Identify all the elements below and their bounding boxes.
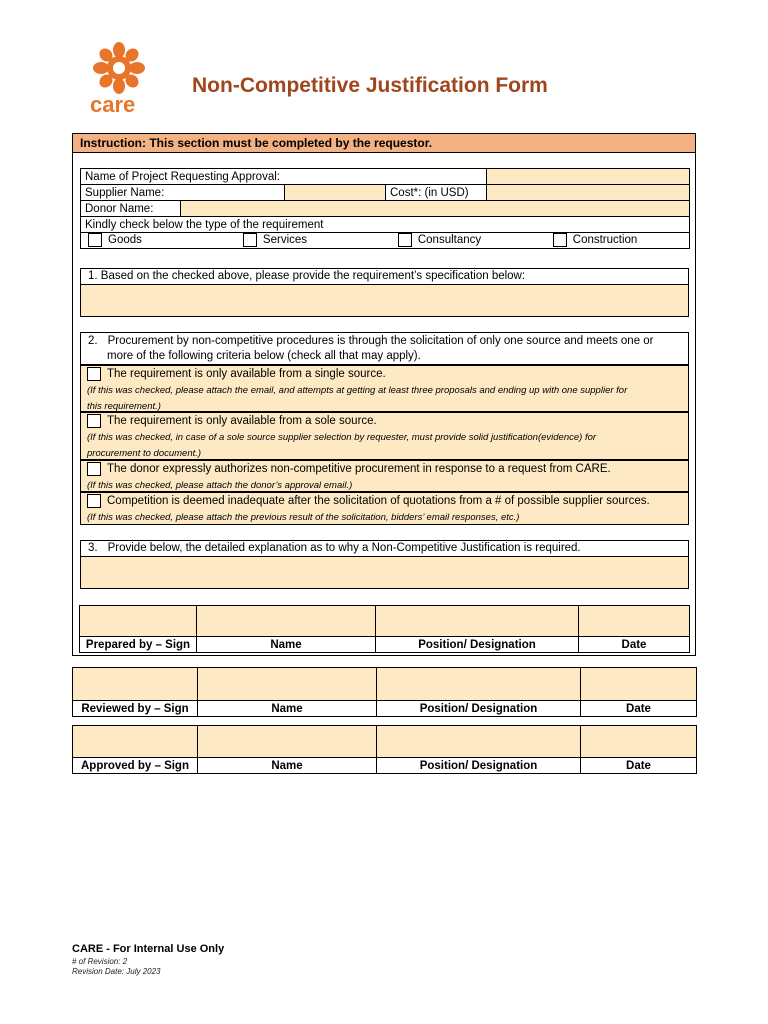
reviewed-position-field[interactable] xyxy=(377,668,581,701)
page-title: Non-Competitive Justification Form xyxy=(192,74,548,97)
approved-date-field[interactable] xyxy=(581,726,697,758)
section3-number: 3. xyxy=(88,542,98,554)
criteria-checkbox[interactable] xyxy=(87,494,101,508)
approved-sign-field[interactable] xyxy=(73,726,198,758)
reviewed-sign-field[interactable] xyxy=(73,668,198,701)
criteria-checkbox[interactable] xyxy=(87,367,101,381)
section3-explanation-field[interactable] xyxy=(80,556,689,589)
cost-label: Cost*: (in USD) xyxy=(386,185,487,201)
type-construction[interactable] xyxy=(546,233,689,247)
care-emblem-icon xyxy=(88,40,150,116)
donor-name-field[interactable] xyxy=(181,201,690,217)
prepared-position-field[interactable] xyxy=(376,606,579,637)
reviewed-by-table xyxy=(72,667,697,717)
approved-by-table xyxy=(72,725,697,774)
section2-number: 2. xyxy=(88,335,98,347)
section3-text: Provide below, the detailed explanation as to why a Non-Competitive Justification is required. xyxy=(107,542,581,554)
prepared-name-label: Name xyxy=(197,637,376,653)
construction-checkbox[interactable] xyxy=(553,233,567,247)
prepared-position-label: Position/ Designation xyxy=(376,637,579,653)
criteria-note: (If this was checked, please attach the previous result of the solicitation, bidders’ email responses, etc.) xyxy=(87,512,520,523)
criteria-text: The donor expressly authorizes non-competitive procurement in response to a request from CARE. xyxy=(107,463,611,475)
criteria-item xyxy=(80,412,689,460)
criteria-note: (If this was checked, please attach the donor’s approval email.) xyxy=(87,480,353,491)
goods-checkbox[interactable] xyxy=(88,233,102,247)
instruction-banner: Instruction: This section must be completed by the requestor. xyxy=(72,133,696,153)
prepared-date-label: Date xyxy=(579,637,690,653)
criteria-note: (If this was checked, please attach the email, and attempts at getting at least three proposals and ending up with one supplier for xyxy=(87,385,628,396)
criteria-checkbox[interactable] xyxy=(87,414,101,428)
approved-position-label: Position/ Designation xyxy=(377,758,581,774)
construction-label: Construction xyxy=(572,234,638,247)
approved-by-label: Approved by – Sign xyxy=(73,758,198,774)
logo-wordmark: care xyxy=(90,92,136,116)
cost-field[interactable] xyxy=(487,185,690,201)
footer-title: CARE - For Internal Use Only xyxy=(72,943,225,955)
consultancy-label: Consultancy xyxy=(417,234,482,247)
project-name-field[interactable] xyxy=(487,169,690,185)
type-goods[interactable] xyxy=(81,233,236,247)
prepared-by-label: Prepared by – Sign xyxy=(80,637,197,653)
prepared-date-field[interactable] xyxy=(579,606,690,637)
approved-name-field[interactable] xyxy=(198,726,377,758)
reviewed-name-label: Name xyxy=(198,701,377,717)
reviewed-date-label: Date xyxy=(581,701,697,717)
requirement-info-table xyxy=(80,168,690,249)
prepared-sign-field[interactable] xyxy=(80,606,197,637)
reviewed-date-field[interactable] xyxy=(581,668,697,701)
criteria-text: The requirement is only available from a single source. xyxy=(107,368,386,380)
criteria-item xyxy=(80,492,689,525)
criteria-item xyxy=(80,460,689,492)
section3-label xyxy=(80,540,689,557)
consultancy-checkbox[interactable] xyxy=(398,233,412,247)
type-consultancy[interactable] xyxy=(391,233,546,247)
requirement-type-row xyxy=(81,233,690,249)
approved-name-label: Name xyxy=(198,758,377,774)
footer-revision-date: Revision Date: July 2023 xyxy=(72,967,161,976)
criteria-text: The requirement is only available from a sole source. xyxy=(107,415,377,427)
criteria-note-cont: this requirement.) xyxy=(87,401,161,412)
section2-line2: more of the following criteria below (check all that may apply). xyxy=(107,350,421,362)
section2-header xyxy=(80,332,689,365)
criteria-checkbox[interactable] xyxy=(87,462,101,476)
approved-position-field[interactable] xyxy=(377,726,581,758)
criteria-text: Competition is deemed inadequate after the solicitation of quotations from a # of possible supplier sources. xyxy=(107,495,650,507)
services-label: Services xyxy=(262,234,308,247)
requirement-type-label: Kindly check below the type of the requirement xyxy=(81,217,690,233)
goods-label: Goods xyxy=(108,234,142,247)
donor-label: Donor Name: xyxy=(81,201,181,217)
reviewed-by-label: Reviewed by – Sign xyxy=(73,701,198,717)
type-services[interactable] xyxy=(236,233,391,247)
section1-label: 1. Based on the checked above, please provide the requirement’s specification below: xyxy=(80,268,689,285)
supplier-label: Supplier Name: xyxy=(81,185,285,201)
approved-date-label: Date xyxy=(581,758,697,774)
prepared-name-field[interactable] xyxy=(197,606,376,637)
services-checkbox[interactable] xyxy=(243,233,257,247)
criteria-note-cont: procurement to document.) xyxy=(87,448,202,459)
section2-line1: Procurement by non-competitive procedures is through the solicitation of only one source and meets one or xyxy=(107,335,654,347)
supplier-name-field[interactable] xyxy=(285,185,386,201)
reviewed-position-label: Position/ Designation xyxy=(377,701,581,717)
prepared-by-table xyxy=(79,605,690,653)
footer-revision: # of Revision: 2 xyxy=(72,957,128,966)
project-label: Name of Project Requesting Approval: xyxy=(81,169,487,185)
reviewed-name-field[interactable] xyxy=(198,668,377,701)
care-logo xyxy=(88,40,150,116)
criteria-note: (If this was checked, in case of a sole source supplier selection by requester, must provide solid justification(evidence) for xyxy=(87,432,597,443)
criteria-item xyxy=(80,365,689,412)
section1-specification-field[interactable] xyxy=(80,284,689,317)
